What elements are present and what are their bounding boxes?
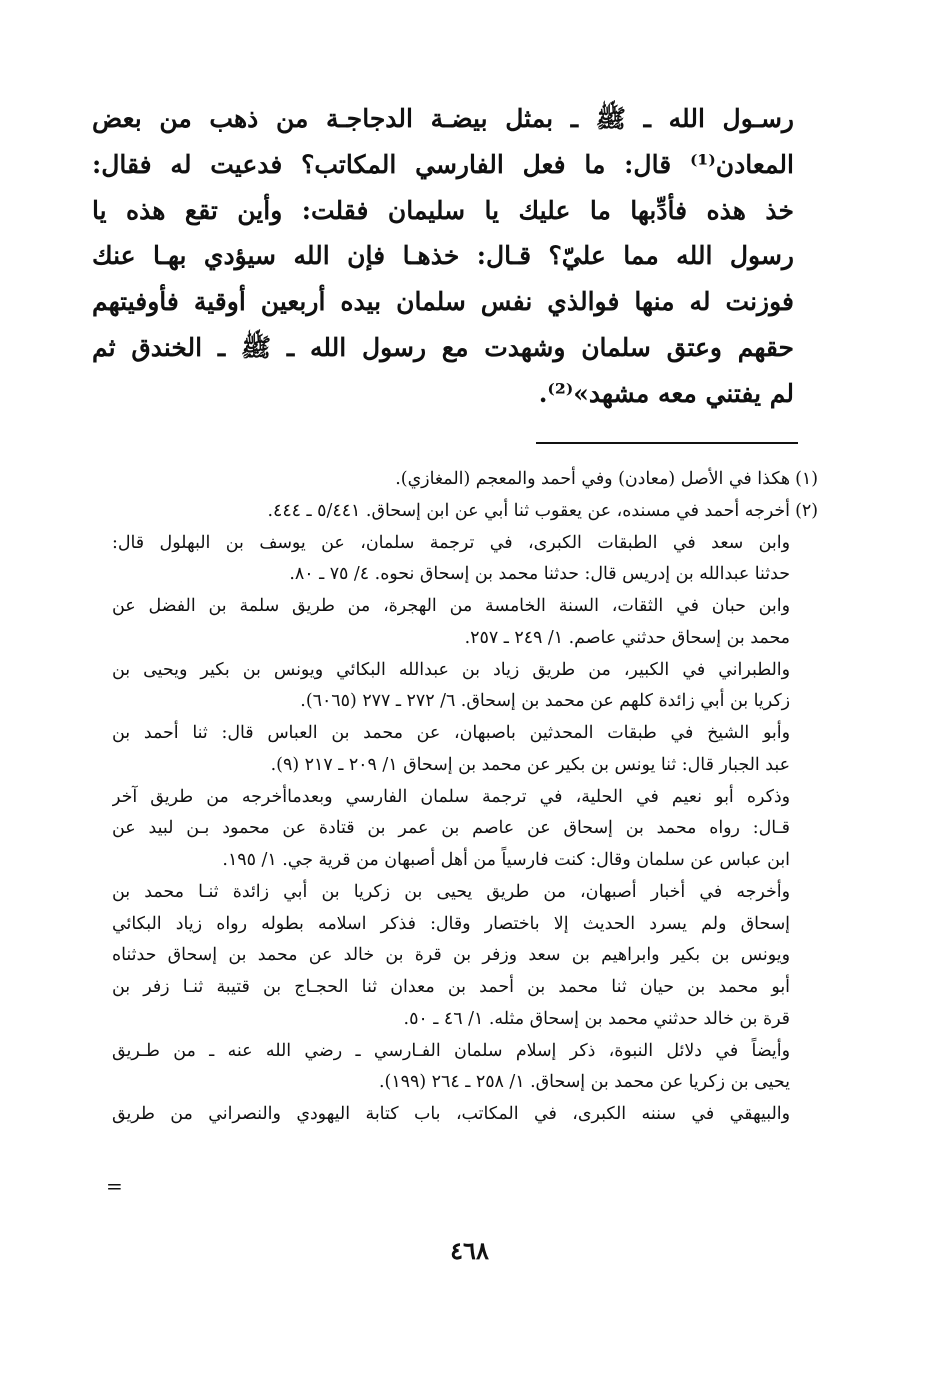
footnote-line <box>112 1067 818 1099</box>
footnote-text: وأخرجه في أخبار أصبهان، من طريق يحيى بن زكريا بن أبي زائدة ثنـا محمد بن <box>112 881 790 902</box>
footnote-line <box>112 877 818 909</box>
page-number: ٤٦٨ <box>450 1236 489 1265</box>
footnote-line <box>112 496 818 528</box>
footnote-text: زكريا بن أبي زائدة كلهم عن محمد بن إسحاق. ٦/ ٢٧٢ ـ ٢٧٧ (٦٠٦٥). <box>300 691 790 712</box>
footnote-number: (٢) <box>795 500 818 521</box>
footnote-line <box>112 1036 818 1068</box>
continuation-mark: = <box>106 1174 123 1198</box>
footnote-text: وذكره أبو نعيم في الحلية، في ترجمة سلمان الفارسي وبعدماأخرجه من طريق آخر <box>112 786 790 807</box>
footnote-line <box>112 718 818 750</box>
footnote-line <box>112 782 818 814</box>
footnote-line <box>112 813 818 845</box>
footnotes-section <box>112 464 818 1131</box>
footnote-text: وأبو الشيخ في طبقات المحدثين باصبهان، عن محمد بن العباس قال: ثنا أحمد بن <box>112 723 790 743</box>
footnote-text: أخرجه أحمد في مسنده، عن يعقوب ثنا أبي عن ابن إسحاق. ٥/٤٤١ ـ ٤٤٤. <box>267 500 790 521</box>
footnote-line <box>112 686 818 718</box>
footnote-text: ابن عباس عن سلمان وقال: كنت فارسياً من أهل أصبهان من قرية جي. ١/ ١٩٥. <box>222 850 790 870</box>
footnote-text: عبد الجبار قال: ثنا يونس بن بكير عن محمد بن إسحاق ١/ ٢٠٩ ـ ٢١٧ (٩). <box>270 754 790 775</box>
footnote-line <box>112 1099 818 1131</box>
main-text-line: المعادن⁽¹⁾ قال: ما فعل الفارسي المكاتب؟ فدعيت له فقال: <box>92 149 794 179</box>
footnote-text: قـال: رواه محمد بن إسحاق عن عاصم بن عمر بن قتادة عن محمود بـن لبيد عن <box>112 818 790 839</box>
footnote-text: ويونس بن بكير وابراهيم بن سعد وزفر بن قرة بن خالد عن محمد بن إسحاق حدثناه <box>112 945 790 966</box>
footnote-text: والبيهقي في سننه الكبرى، في المكاتب، باب كتابة اليهودي والنصراني من طريق <box>112 1104 790 1124</box>
main-text-line: فوزنت له منها فوالذي نفس سلمان بيده أربعين أوقية فأوفيتهم <box>92 287 794 317</box>
main-text-line: رسول الله مما عليّ؟ قـال: خذهـا فإن الله سيؤدي بهـا عنك <box>92 241 794 271</box>
footnote-line <box>112 940 818 972</box>
footnote-number: (١) <box>795 469 818 489</box>
footnote-line <box>112 750 818 782</box>
footnote-separator-rule <box>536 442 798 444</box>
main-text-line: خذ هذه فأدِّبها ما عليك يا سليمان فقلت: وأين تقع هذه يا <box>92 195 794 225</box>
footnote-line <box>112 655 818 687</box>
footnote-text: أبو محمد بن حيان ثنا محمد بن أحمد بن معدان ثنا الحجـاج بن قتيبة ثنـا زفر بن <box>112 977 790 997</box>
footnote-text: وابن حبان في الثقات، السنة الخامسة من الهجرة، من طريق سلمة بن الفضل عن <box>112 596 790 616</box>
footnote-line <box>112 559 818 591</box>
footnote-line <box>112 909 818 941</box>
main-body-text <box>92 96 794 417</box>
footnote-text: قرة بن خالد حدثني محمد بن إسحاق مثله. ١/ ٤٦ ـ ٥٠. <box>403 1008 790 1029</box>
footnote-text: محمد بن إسحاق حدثني عاصم. ١/ ٢٤٩ ـ ٢٥٧. <box>464 627 790 648</box>
footnote-line <box>112 528 818 560</box>
footnote-text: إسحاق ولم يسرد الحديث إلا باختصار وقال: فذكر اسلامه بطوله رواه زياد البكائي <box>112 913 790 934</box>
footnote-line <box>112 972 818 1004</box>
footnote-text: هكذا في الأصل (معادن) وفي أحمد والمعجم (المغازي). <box>395 469 790 489</box>
footnote-line <box>112 1004 818 1036</box>
footnote-line <box>112 845 818 877</box>
footnote-line <box>112 623 818 655</box>
footnote-line <box>112 591 818 623</box>
footnote-text: والطبراني في الكبير، من طريق زياد بن عبدالله البكائي ويونس بن بكير ويحيى بن <box>112 659 790 680</box>
footnote-text: وابن سعد في الطبقات الكبرى، في ترجمة سلمان، عن يوسف بن البهلول قال: <box>112 532 790 553</box>
main-text-line: لم يفتني معه مشهد»⁽²⁾. <box>538 378 794 408</box>
footnote-text: وأيضاً في دلائل النبوة، ذكر إسلام سلمان الفـارسي ـ رضي الله عنه ـ من طـريق <box>112 1040 790 1061</box>
footnote-line <box>112 464 818 496</box>
footnote-text: يحيى بن زكريا عن محمد بن إسحاق. ١/ ٢٥٨ ـ ٢٦٤ (١٩٩). <box>378 1072 790 1093</box>
main-text-line: حقهم وعتق سلمان وشهدت مع رسول الله ـ ﷺ ـ الخندق ثم <box>92 332 794 362</box>
footnote-text: حدثنا عبدالله بن إدريس قال: حدثنا محمد بن إسحاق نحوه. ٤/ ٧٥ ـ ٨٠. <box>289 564 790 585</box>
main-text-line: رسـول الله ـ ﷺ ـ بمثل بيضـة الدجاجـة من ذهب من بعض <box>92 104 794 133</box>
